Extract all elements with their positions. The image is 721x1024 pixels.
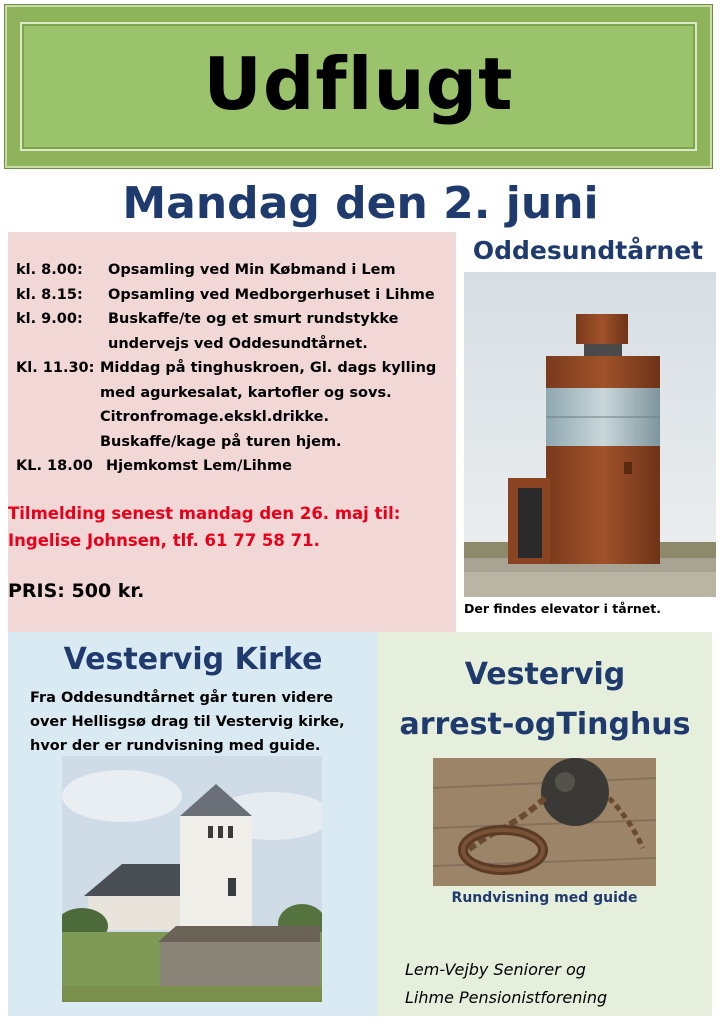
signup-deadline: Tilmelding senest mandag den 26. maj til: — [8, 504, 401, 523]
schedule-row — [16, 307, 456, 332]
church-text-line: over Hellisgsø drag til Vestervig kirke, — [30, 714, 345, 730]
schedule-text: Hjemkomst Lem/Lihme — [106, 458, 292, 474]
schedule-text: Opsamling ved Medborgerhuset i Lihme — [108, 286, 435, 303]
church-text-line: Fra Oddesundtårnet går turen videre — [30, 690, 334, 706]
organizers — [405, 956, 607, 1012]
schedule-row — [16, 258, 456, 283]
schedule-list — [16, 258, 456, 479]
date-heading: Mandag den 2. juni — [122, 178, 599, 229]
ball-and-chain-illustration — [433, 758, 656, 886]
title-banner — [4, 4, 713, 169]
prison-title — [378, 650, 712, 750]
prison-title-line1: Vestervig — [464, 657, 626, 692]
tower-caption: Der findes elevator i tårnet. — [464, 601, 661, 616]
schedule-continued: med agurkesalat, kartofler og sovs. — [100, 384, 392, 401]
schedule-time: Kl. 11.30: — [16, 360, 95, 376]
schedule-panel — [8, 232, 456, 632]
church-illustration — [62, 756, 322, 1002]
schedule-time: kl. 8.00: — [16, 262, 83, 278]
tower-photo — [464, 272, 716, 597]
prison-title-line2: arrest-ogTinghus — [399, 707, 691, 742]
schedule-time: KL. 18.00 — [16, 458, 93, 474]
schedule-time: kl. 9.00: — [16, 311, 83, 327]
tower-illustration — [464, 272, 716, 597]
organizer-line: Lem-Vejby Seniorer og — [405, 960, 586, 979]
schedule-row — [16, 454, 456, 479]
church-description — [30, 686, 345, 758]
tower-title: Oddesundtårnet — [472, 236, 704, 265]
organizer-line: Lihme Pensionistforening — [405, 988, 608, 1007]
schedule-text: Buskaffe/te og et smurt rundstykke — [108, 311, 399, 327]
schedule-text: Opsamling ved Min Købmand i Lem — [108, 262, 396, 278]
church-text-line: hvor der er rundvisning med guide. — [30, 738, 321, 754]
schedule-continued: Citronfromage.ekskl.drikke. — [100, 409, 329, 425]
prison-caption: Rundvisning med guide — [451, 890, 638, 906]
schedule-continued: undervejs ved Oddesundtårnet. — [108, 335, 368, 352]
church-photo — [62, 756, 322, 1002]
banner-title: Udflugt — [203, 42, 514, 126]
price: PRIS: 500 kr. — [8, 580, 145, 602]
prison-photo — [433, 758, 656, 886]
schedule-continued: Buskaffe/kage på turen hjem. — [100, 433, 342, 450]
schedule-row — [16, 356, 456, 381]
signup-info — [8, 500, 400, 554]
signup-contact: Ingelise Johnsen, tlf. 61 77 58 71. — [8, 531, 320, 550]
church-title: Vestervig Kirke — [63, 642, 323, 677]
schedule-time: kl. 8.15: — [16, 286, 83, 303]
schedule-row — [16, 283, 456, 308]
schedule-text: Middag på tinghuskroen, Gl. dags kylling — [100, 360, 437, 376]
